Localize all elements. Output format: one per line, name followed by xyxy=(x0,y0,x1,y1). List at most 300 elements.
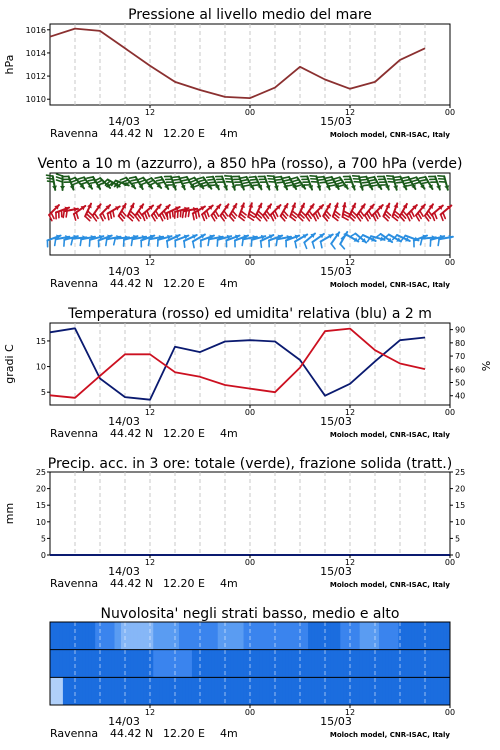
cloud-cell xyxy=(295,677,299,705)
cloud-cell xyxy=(395,622,399,650)
cloud-cell xyxy=(153,650,157,678)
latitude-value: 44.42 N xyxy=(110,427,154,440)
cloud-cell xyxy=(437,650,441,678)
cloud-cell xyxy=(208,650,212,678)
wind-barb-10m-feather xyxy=(421,239,422,245)
cloud-cell xyxy=(321,650,325,678)
wind-barb-850hpa-feather xyxy=(418,213,421,218)
y-tick-label: 15 xyxy=(35,336,46,346)
wind-barb-700hpa-feather xyxy=(207,177,213,178)
cloud-cell xyxy=(163,677,167,705)
cloud-cell xyxy=(79,622,83,650)
wind-barb-10m-feather xyxy=(261,241,262,247)
cloud-cell xyxy=(273,650,277,678)
cloud-cell xyxy=(256,622,260,650)
wind-barb-850hpa-feather xyxy=(441,214,443,220)
wind-barb-850hpa-feather xyxy=(66,211,67,217)
cloud-cell xyxy=(366,650,370,678)
wind-barb-700hpa-feather xyxy=(287,185,293,186)
cloud-cell xyxy=(292,677,296,705)
wind-barb-700hpa-feather xyxy=(141,182,147,184)
cloud-cell xyxy=(82,677,86,705)
cloud-cell xyxy=(415,677,419,705)
y-axis-label: hPa xyxy=(3,54,16,75)
wind-barb-700hpa-feather xyxy=(319,179,325,180)
wind-barb-700hpa-feather xyxy=(402,177,408,178)
cloud-cell xyxy=(131,622,135,650)
cloud-cell xyxy=(50,622,54,650)
wind-barb-700hpa-feather xyxy=(337,182,343,184)
cloud-cell xyxy=(376,677,380,705)
cloud-cell xyxy=(363,650,367,678)
wind-barb-700hpa-feather xyxy=(330,185,336,186)
cloud-cell xyxy=(402,622,406,650)
wind-barb-700hpa-feather xyxy=(120,178,126,180)
wind-barb-850hpa-feather xyxy=(51,213,54,219)
cloud-cell xyxy=(56,650,60,678)
cloud-cell xyxy=(311,650,315,678)
wind-barb-10m-feather xyxy=(167,241,168,247)
cloud-cell xyxy=(373,650,377,678)
wind-barb-700hpa-feather xyxy=(80,180,86,182)
date-label: 15/03 xyxy=(320,115,352,128)
temperature-line xyxy=(50,329,425,398)
cloud-cell xyxy=(156,650,160,678)
cloud-cell xyxy=(56,622,60,650)
wind-barb-700hpa-feather xyxy=(397,182,403,183)
cloud-cell xyxy=(237,677,241,705)
wind-barb-700hpa-feather xyxy=(373,185,379,186)
cloud-cell xyxy=(437,677,441,705)
cloud-cell xyxy=(118,650,122,678)
cloud-cell xyxy=(340,650,344,678)
cloud-cell xyxy=(173,622,177,650)
wind-barb-700hpa-feather xyxy=(404,180,410,181)
cloud-cell xyxy=(382,677,386,705)
cloud-cell xyxy=(331,677,335,705)
cloud-cell xyxy=(160,650,164,678)
x-tick-label: 00 xyxy=(244,558,256,567)
cloud-cell xyxy=(250,677,254,705)
cloud-cell xyxy=(85,677,89,705)
wind-barb-10m-feather xyxy=(295,242,296,248)
cloud-cell xyxy=(111,677,115,705)
cloud-cell xyxy=(79,650,83,678)
x-tick-label: 12 xyxy=(344,558,356,567)
cloud-cell xyxy=(427,622,431,650)
cloud-cell xyxy=(344,650,348,678)
cloud-cell xyxy=(195,650,199,678)
wind-barb-850hpa-feather xyxy=(416,215,419,220)
cloud-cell xyxy=(144,677,148,705)
cloud-cell xyxy=(76,677,80,705)
chart-title: Temperatura (rosso) ed umidita' relativa (blu) a 2 m xyxy=(68,306,432,322)
cloud-cell xyxy=(418,650,422,678)
wind-barb-700hpa-feather xyxy=(253,185,259,186)
date-label: 15/03 xyxy=(320,265,352,278)
cloud-cell xyxy=(208,622,212,650)
y-tick-label: 1014 xyxy=(25,48,46,58)
cloud-cell xyxy=(421,622,425,650)
altitude-value: 4m xyxy=(220,277,238,290)
wind-barb-850hpa-feather xyxy=(167,213,168,219)
wind-barb-10m-feather xyxy=(340,244,344,249)
wind-barb-700hpa-feather xyxy=(283,177,289,178)
cloud-cell xyxy=(295,650,299,678)
wind-barb-700hpa-feather xyxy=(419,177,425,178)
date-label: 15/03 xyxy=(320,415,352,428)
cloud-cell xyxy=(273,622,277,650)
wind-barb-700hpa-feather xyxy=(277,182,283,183)
wind-barb-700hpa-feather xyxy=(422,182,428,183)
cloud-cell xyxy=(250,650,254,678)
wind-barb-700hpa-feather xyxy=(97,180,103,183)
model-credit: Moloch model, CNR-ISAC, Italy xyxy=(329,281,450,289)
cloud-cell xyxy=(263,622,267,650)
cloud-cell xyxy=(421,650,425,678)
cloud-cell xyxy=(121,677,125,705)
wind-barb-700hpa-feather xyxy=(320,182,326,183)
cloud-cell xyxy=(308,622,312,650)
cloud-cell xyxy=(179,650,183,678)
cloud-cell xyxy=(308,650,312,678)
wind-barb-850hpa-feather xyxy=(367,213,370,218)
model-credit: Moloch model, CNR-ISAC, Italy xyxy=(329,131,450,139)
cloud-cell xyxy=(434,650,438,678)
cloud-cell xyxy=(160,622,164,650)
cloud-cell xyxy=(134,650,138,678)
wind-barb-10m-feather xyxy=(350,234,355,237)
wind-barb-850hpa-feather xyxy=(407,215,410,221)
chart-title: Vento a 10 m (azzurro), a 850 hPa (rosso), a 700 hPa (verde) xyxy=(37,156,463,172)
wind-barb-700hpa-feather xyxy=(284,180,290,181)
cloud-cell xyxy=(295,622,299,650)
cloud-cell xyxy=(192,677,196,705)
cloud-cell xyxy=(166,677,170,705)
cloud-cell xyxy=(366,622,370,650)
cloud-cell xyxy=(302,650,306,678)
wind-barb-700hpa-feather xyxy=(90,182,96,183)
cloud-cell xyxy=(227,650,231,678)
x-tick-label: 00 xyxy=(444,558,456,567)
wind-barb-850hpa-feather xyxy=(434,213,436,219)
wind-barb-850hpa-feather xyxy=(74,214,76,220)
wind-barb-850hpa-feather xyxy=(160,215,163,221)
wind-barb-850hpa-feather xyxy=(108,214,109,220)
wind-barb-700hpa-feather xyxy=(339,185,345,187)
cloud-cell xyxy=(373,677,377,705)
cloud-cell xyxy=(385,677,389,705)
altitude-value: 4m xyxy=(220,727,238,740)
wind-barb-700hpa-feather xyxy=(291,177,297,179)
cloud-cell xyxy=(134,677,138,705)
cloud-cell xyxy=(231,622,235,650)
cloud-cell xyxy=(279,622,283,650)
cloud-cell xyxy=(237,622,241,650)
wind-barb-10m-feather xyxy=(242,239,243,245)
cloud-cell xyxy=(431,677,435,705)
cloud-cell xyxy=(285,677,289,705)
wind-barb-700hpa-feather xyxy=(296,185,302,187)
cloud-cell xyxy=(218,677,222,705)
cloud-cell xyxy=(415,650,419,678)
wind-barb-700hpa-feather xyxy=(137,178,143,180)
wind-barb-850hpa-feather xyxy=(271,215,274,221)
cloud-cell xyxy=(360,622,364,650)
cloud-cell xyxy=(369,622,373,650)
cloud-cell xyxy=(95,677,99,705)
cloud-cell xyxy=(82,622,86,650)
cloud-cell xyxy=(153,622,157,650)
cloud-cell xyxy=(318,677,322,705)
cloud-cell xyxy=(369,650,373,678)
cloud-cell xyxy=(382,622,386,650)
cloud-cell xyxy=(331,622,335,650)
x-tick-label: 12 xyxy=(344,108,356,117)
cloud-cell xyxy=(140,677,144,705)
wind-barb-700hpa-feather xyxy=(327,180,333,181)
wind-barb-10m-feather xyxy=(55,239,56,245)
cloud-cell xyxy=(127,677,131,705)
wind-barb-700hpa-feather xyxy=(360,177,366,178)
cloud-cell xyxy=(260,677,264,705)
cloud-cell xyxy=(334,650,338,678)
cloud-cell xyxy=(350,650,354,678)
cloud-cell xyxy=(115,622,119,650)
cloud-cell xyxy=(376,650,380,678)
cloud-cell xyxy=(285,650,289,678)
y-tick-label: 5 xyxy=(40,534,46,544)
wind-barb-700hpa-feather xyxy=(276,179,282,180)
wind-barb-700hpa-feather xyxy=(139,180,145,182)
wind-barb-850hpa-feather xyxy=(215,211,218,216)
wind-barb-700hpa-feather xyxy=(57,174,63,176)
cloud-cell xyxy=(66,622,70,650)
cloud-cell xyxy=(69,677,73,705)
cloud-cell xyxy=(256,677,260,705)
wind-barb-700hpa-feather xyxy=(275,177,281,178)
wind-barb-10m-feather xyxy=(114,239,115,245)
cloud-cell xyxy=(73,677,77,705)
wind-barb-10m-feather xyxy=(80,239,81,245)
cloud-cell xyxy=(266,650,270,678)
cloud-cell xyxy=(389,650,393,678)
panel-frame-temperature xyxy=(50,323,450,405)
cloud-cell xyxy=(315,677,319,705)
wind-barb-700hpa-feather xyxy=(174,179,180,180)
wind-barb-700hpa-feather xyxy=(173,177,179,178)
longitude-value: 12.20 E xyxy=(163,427,205,440)
longitude-value: 12.20 E xyxy=(163,277,205,290)
cloud-cell xyxy=(356,677,360,705)
cloud-cell xyxy=(418,677,422,705)
cloud-cell xyxy=(327,622,331,650)
cloud-cell xyxy=(179,622,183,650)
wind-barb-700hpa-feather xyxy=(155,177,161,178)
cloud-cell xyxy=(415,622,419,650)
altitude-value: 4m xyxy=(220,427,238,440)
cloud-cell xyxy=(53,650,57,678)
cloud-cell xyxy=(134,622,138,650)
wind-barb-700hpa-feather xyxy=(175,182,181,183)
wind-barb-700hpa-feather xyxy=(87,177,93,178)
date-label: 14/03 xyxy=(108,565,140,578)
cloud-cell xyxy=(50,677,54,705)
wind-barb-700hpa-feather xyxy=(47,178,53,179)
wind-barb-850hpa-feather xyxy=(145,213,147,219)
wind-barb-850hpa-feather xyxy=(250,211,255,214)
wind-barb-700hpa-feather xyxy=(293,180,299,182)
x-tick-label: 00 xyxy=(444,108,456,117)
wind-barb-700hpa-feather xyxy=(184,182,190,183)
latitude-value: 44.42 N xyxy=(110,277,154,290)
location-name: Ravenna xyxy=(50,427,99,440)
cloud-cell xyxy=(92,677,96,705)
wind-barb-850hpa-feather xyxy=(113,211,114,217)
date-label: 14/03 xyxy=(108,115,140,128)
cloud-cell xyxy=(176,650,180,678)
cloud-cell xyxy=(234,650,238,678)
cloud-cell xyxy=(431,650,435,678)
wind-barb-700hpa-feather xyxy=(199,180,205,182)
cloud-cell xyxy=(392,650,396,678)
cloud-cell xyxy=(311,622,315,650)
cloud-cell xyxy=(108,677,112,705)
cloud-cell xyxy=(105,622,109,650)
cloud-cell xyxy=(379,677,383,705)
cloud-cell xyxy=(73,622,77,650)
cloud-cell xyxy=(156,677,160,705)
wind-barb-10m-feather xyxy=(321,242,322,248)
cloud-cell xyxy=(276,650,280,678)
cloud-cell xyxy=(218,650,222,678)
cloud-cell xyxy=(221,622,225,650)
wind-barb-700hpa-feather xyxy=(133,182,139,183)
cloud-cell xyxy=(127,650,131,678)
cloud-cell xyxy=(311,677,315,705)
wind-barb-850hpa-feather xyxy=(183,211,184,217)
cloud-cell xyxy=(315,622,319,650)
y-tick-label: 5 xyxy=(40,388,46,398)
wind-barb-700hpa-feather xyxy=(209,182,215,183)
cloud-cell xyxy=(321,677,325,705)
x-tick-label: 12 xyxy=(344,708,356,717)
cloud-cell xyxy=(131,650,135,678)
cloud-cell xyxy=(192,622,196,650)
wind-barb-700hpa-feather xyxy=(194,185,200,187)
wind-barb-850hpa-feather xyxy=(344,211,350,214)
cloud-cell xyxy=(269,650,273,678)
cloud-cell xyxy=(179,677,183,705)
cloud-cell xyxy=(282,677,286,705)
cloud-cell xyxy=(385,650,389,678)
y-right-tick-label: 15 xyxy=(455,501,466,511)
cloud-cell xyxy=(189,677,193,705)
cloud-cell xyxy=(253,677,257,705)
cloud-cell xyxy=(163,650,167,678)
altitude-value: 4m xyxy=(220,127,238,140)
cloud-cell xyxy=(285,622,289,650)
cloud-cell xyxy=(363,677,367,705)
cloud-cell xyxy=(218,622,222,650)
wind-barb-700hpa-feather xyxy=(182,180,188,181)
cloud-cell xyxy=(334,622,338,650)
cloud-cell xyxy=(379,622,383,650)
cloud-cell xyxy=(121,650,125,678)
wind-barb-850hpa-feather xyxy=(152,215,155,220)
cloud-cell xyxy=(305,677,309,705)
wind-barb-850hpa-feather xyxy=(432,214,434,220)
location-name: Ravenna xyxy=(50,277,99,290)
cloud-cell xyxy=(373,622,377,650)
y-right-tick-label: 20 xyxy=(455,484,466,494)
cloud-cell xyxy=(63,650,67,678)
wind-barb-850hpa-feather xyxy=(420,211,423,216)
cloud-cell xyxy=(185,650,189,678)
wind-barb-850hpa-feather xyxy=(313,215,316,221)
cloud-cell xyxy=(76,650,80,678)
cloud-cell xyxy=(279,677,283,705)
wind-barb-700hpa-feather xyxy=(364,185,370,186)
wind-barb-700hpa-feather xyxy=(188,178,194,180)
y-right-axis-label: % xyxy=(480,360,493,372)
wind-barb-700hpa-feather xyxy=(202,185,208,187)
wind-barb-700hpa-feather xyxy=(242,180,248,181)
cloud-cell xyxy=(89,622,93,650)
cloud-cell xyxy=(392,622,396,650)
cloud-cell xyxy=(344,677,348,705)
latitude-value: 44.42 N xyxy=(110,127,154,140)
cloud-cell xyxy=(266,622,270,650)
cloud-cell xyxy=(63,622,67,650)
cloud-cell xyxy=(369,677,373,705)
cloud-cell xyxy=(340,622,344,650)
wind-barb-850hpa-feather xyxy=(170,212,171,218)
cloud-cell xyxy=(60,622,64,650)
wind-barb-700hpa-feather xyxy=(88,180,94,181)
cloud-cell xyxy=(160,677,164,705)
wind-barb-850hpa-feather xyxy=(443,213,445,219)
wind-barb-700hpa-feather xyxy=(158,182,164,183)
wind-barb-850hpa-feather xyxy=(188,210,189,216)
cloud-cell xyxy=(102,677,106,705)
cloud-cell xyxy=(182,622,186,650)
cloud-cell xyxy=(111,622,115,650)
wind-barb-700hpa-feather xyxy=(286,182,292,183)
wind-barb-850hpa-feather xyxy=(409,213,412,219)
cloud-cell xyxy=(327,677,331,705)
humidity-line xyxy=(50,328,425,399)
date-label: 15/03 xyxy=(320,565,352,578)
cloud-cell xyxy=(437,622,441,650)
cloud-cell xyxy=(118,677,122,705)
cloud-cell xyxy=(376,622,380,650)
x-tick-label: 00 xyxy=(244,708,256,717)
cloud-cell xyxy=(356,650,360,678)
wind-barb-10m-feather xyxy=(131,239,132,245)
x-tick-label: 12 xyxy=(344,408,356,417)
cloud-cell xyxy=(405,650,409,678)
cloud-cell xyxy=(263,677,267,705)
y-right-tick-label: 40 xyxy=(455,391,466,401)
cloud-cell xyxy=(115,677,119,705)
cloud-cell xyxy=(269,622,273,650)
date-label: 14/03 xyxy=(108,265,140,278)
cloud-cell xyxy=(318,650,322,678)
x-tick-label: 12 xyxy=(144,558,156,567)
wind-barb-700hpa-feather xyxy=(210,185,216,186)
cloud-cell xyxy=(234,677,238,705)
